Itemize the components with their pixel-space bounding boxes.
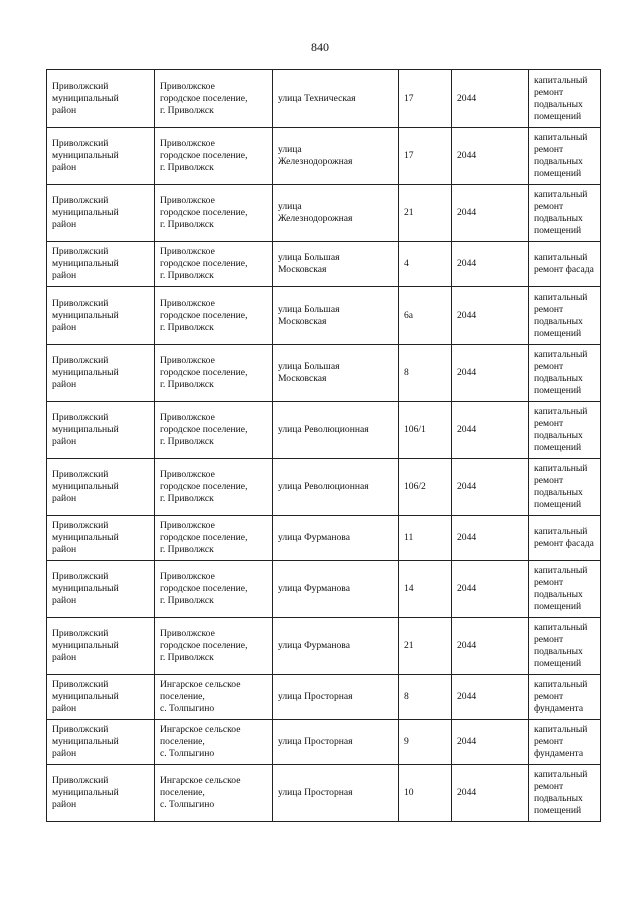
district-line: муниципальный <box>52 309 119 321</box>
repair-line: подвальных <box>534 646 583 657</box>
repair-line: капитальный <box>534 565 588 576</box>
street-line: улица Революционная <box>278 481 369 492</box>
district-line: муниципальный <box>52 691 119 702</box>
repair-line: помещений <box>534 805 582 816</box>
repair-type-cell <box>529 516 601 561</box>
settlement-line: городское поселение, <box>160 532 248 543</box>
district-line: район <box>52 799 77 810</box>
repair-line: капитальный <box>534 769 588 780</box>
settlement-line: Ингарское сельское <box>160 724 241 735</box>
repair-line: капитальный <box>534 724 588 735</box>
settlement-line: поселение, <box>160 691 205 702</box>
repair-line: помещений <box>534 225 582 236</box>
settlement-cell <box>155 720 273 765</box>
settlement-line: Приволжское <box>160 520 215 531</box>
settlement-line: г. Приволжск <box>160 436 214 447</box>
table-body <box>47 70 601 822</box>
repair-line: капитальный <box>534 526 588 537</box>
repair-line: ремонт <box>534 577 564 588</box>
settlement-line: Ингарское сельское <box>160 679 241 690</box>
district-cell <box>47 242 155 287</box>
district-line: Приволжский <box>52 724 109 735</box>
year-cell: 2044 <box>452 765 529 822</box>
year-cell: 2044 <box>452 70 529 128</box>
table-row <box>47 618 601 675</box>
repair-line: ремонт фасада <box>534 264 594 275</box>
table-row <box>47 459 601 516</box>
settlement-line: г. Приволжск <box>160 379 214 390</box>
year-cell: 2044 <box>452 185 529 242</box>
year-cell: 2044 <box>452 242 529 287</box>
repair-line: подвальных <box>534 156 583 167</box>
district-line: муниципальный <box>52 481 119 492</box>
district-line: муниципальный <box>52 92 119 104</box>
settlement-cell <box>155 128 273 185</box>
settlement-line: Приволжское <box>160 628 215 639</box>
street-line: улица <box>278 144 302 155</box>
settlement-line: Приволжское <box>160 297 215 309</box>
repair-type-cell <box>529 720 601 765</box>
settlement-line: г. Приволжск <box>160 219 214 230</box>
street-cell <box>273 618 399 675</box>
settlement-cell <box>155 675 273 720</box>
table-row <box>47 128 601 185</box>
street-line: улица Большая <box>278 361 340 372</box>
district-line: Приволжский <box>52 571 109 582</box>
year-cell: 2044 <box>452 618 529 675</box>
year-cell: 2044 <box>452 561 529 618</box>
repair-line: помещений <box>534 658 582 669</box>
housing-repair-table <box>46 69 601 822</box>
settlement-line: с. Толпыгино <box>160 748 215 759</box>
repair-line: помещений <box>534 110 582 122</box>
settlement-line: Ингарское сельское <box>160 775 241 786</box>
district-line: район <box>52 270 77 281</box>
district-line: муниципальный <box>52 736 119 747</box>
district-cell <box>47 720 155 765</box>
table-row <box>47 287 601 345</box>
repair-line: помещений <box>534 327 582 339</box>
settlement-line: с. Толпыгино <box>160 703 215 714</box>
house-number-cell: 17 <box>399 70 452 128</box>
street-line: улица Техническая <box>278 92 356 104</box>
street-cell <box>273 345 399 402</box>
repair-line: подвальных <box>534 793 583 804</box>
district-line: Приволжский <box>52 469 109 480</box>
district-line: Приволжский <box>52 297 109 309</box>
settlement-cell <box>155 70 273 128</box>
street-line: улица Просторная <box>278 691 353 702</box>
house-number-cell: 21 <box>399 185 452 242</box>
settlement-line: городское поселение, <box>160 150 248 161</box>
repair-type-cell <box>529 765 601 822</box>
district-line: район <box>52 436 77 447</box>
house-number-cell: 106/2 <box>399 459 452 516</box>
repair-line: помещений <box>534 385 582 396</box>
repair-line: подвальных <box>534 315 583 327</box>
year-cell: 2044 <box>452 459 529 516</box>
settlement-cell <box>155 516 273 561</box>
repair-line: ремонт <box>534 144 564 155</box>
house-number-cell: 14 <box>399 561 452 618</box>
repair-type-cell <box>529 402 601 459</box>
settlement-line: городское поселение, <box>160 367 248 378</box>
settlement-line: городское поселение, <box>160 424 248 435</box>
repair-line: помещений <box>534 499 582 510</box>
year-cell: 2044 <box>452 345 529 402</box>
district-cell <box>47 561 155 618</box>
table-row <box>47 402 601 459</box>
street-line: Железнодорожная <box>278 156 353 167</box>
district-line: Приволжский <box>52 246 109 257</box>
settlement-cell <box>155 561 273 618</box>
district-cell <box>47 185 155 242</box>
settlement-cell <box>155 242 273 287</box>
district-line: Приволжский <box>52 628 109 639</box>
settlement-line: Приволжское <box>160 355 215 366</box>
street-line: улица Фурманова <box>278 532 350 543</box>
repair-line: капитальный <box>534 189 588 200</box>
house-number-cell: 4 <box>399 242 452 287</box>
settlement-line: поселение, <box>160 736 205 747</box>
district-line: район <box>52 652 77 663</box>
repair-line: ремонт <box>534 418 564 429</box>
settlement-line: г. Приволжск <box>160 321 214 333</box>
settlement-line: г. Приволжск <box>160 652 214 663</box>
year-cell: 2044 <box>452 720 529 765</box>
repair-type-cell <box>529 70 601 128</box>
district-line: муниципальный <box>52 640 119 651</box>
repair-line: капитальный <box>534 463 588 474</box>
street-line: улица Просторная <box>278 736 353 747</box>
settlement-line: г. Приволжск <box>160 104 214 116</box>
street-line: улица Большая <box>278 252 340 263</box>
repair-line: капитальный <box>534 132 588 143</box>
repair-line: капитальный <box>534 622 588 633</box>
district-line: район <box>52 748 77 759</box>
district-line: муниципальный <box>52 150 119 161</box>
house-number-cell: 17 <box>399 128 452 185</box>
repair-line: капитальный <box>534 74 588 86</box>
repair-line: помещений <box>534 442 582 453</box>
repair-line: ремонт <box>534 201 564 212</box>
settlement-cell <box>155 185 273 242</box>
repair-type-cell <box>529 675 601 720</box>
district-line: муниципальный <box>52 207 119 218</box>
house-number-cell: 10 <box>399 765 452 822</box>
house-number-cell: 8 <box>399 345 452 402</box>
settlement-cell <box>155 402 273 459</box>
district-cell <box>47 675 155 720</box>
repair-line: капитальный <box>534 406 588 417</box>
settlement-line: городское поселение, <box>160 583 248 594</box>
table-row <box>47 516 601 561</box>
settlement-cell <box>155 287 273 345</box>
district-cell <box>47 287 155 345</box>
repair-line: подвальных <box>534 98 583 110</box>
district-line: район <box>52 595 77 606</box>
repair-line: подвальных <box>534 589 583 600</box>
street-line: улица Просторная <box>278 787 353 798</box>
settlement-line: Приволжское <box>160 80 215 92</box>
district-cell <box>47 516 155 561</box>
table-row <box>47 70 601 128</box>
repair-type-cell <box>529 287 601 345</box>
settlement-line: г. Приволжск <box>160 270 214 281</box>
street-cell <box>273 128 399 185</box>
repair-line: подвальных <box>534 373 583 384</box>
year-cell: 2044 <box>452 402 529 459</box>
street-cell <box>273 402 399 459</box>
district-line: Приволжский <box>52 80 109 92</box>
district-line: муниципальный <box>52 367 119 378</box>
house-number-cell: 9 <box>399 720 452 765</box>
settlement-line: городское поселение, <box>160 309 248 321</box>
repair-type-cell <box>529 128 601 185</box>
repair-type-cell <box>529 459 601 516</box>
street-line: улица Большая <box>278 303 340 315</box>
settlement-line: г. Приволжск <box>160 493 214 504</box>
year-cell: 2044 <box>452 287 529 345</box>
settlement-line: Приволжское <box>160 195 215 206</box>
street-line: улица Фурманова <box>278 583 350 594</box>
repair-line: ремонт <box>534 691 564 702</box>
repair-type-cell <box>529 618 601 675</box>
house-number-cell: 6а <box>399 287 452 345</box>
table-row <box>47 345 601 402</box>
house-number-cell: 8 <box>399 675 452 720</box>
repair-type-cell <box>529 185 601 242</box>
district-cell <box>47 765 155 822</box>
street-line: Московская <box>278 315 327 327</box>
district-line: район <box>52 162 77 173</box>
district-line: район <box>52 104 77 116</box>
house-number-cell: 21 <box>399 618 452 675</box>
settlement-cell <box>155 459 273 516</box>
street-cell <box>273 720 399 765</box>
repair-line: ремонт <box>534 303 564 315</box>
repair-line: капитальный <box>534 679 588 690</box>
table-row <box>47 185 601 242</box>
year-cell: 2044 <box>452 675 529 720</box>
repair-type-cell <box>529 242 601 287</box>
district-cell <box>47 459 155 516</box>
repair-line: ремонт <box>534 475 564 486</box>
street-line: Железнодорожная <box>278 213 353 224</box>
street-line: улица Революционная <box>278 424 369 435</box>
table-row <box>47 242 601 287</box>
district-cell <box>47 618 155 675</box>
street-cell <box>273 185 399 242</box>
repair-line: подвальных <box>534 430 583 441</box>
settlement-line: Приволжское <box>160 246 215 257</box>
district-line: район <box>52 493 77 504</box>
street-cell <box>273 765 399 822</box>
district-cell <box>47 345 155 402</box>
settlement-cell <box>155 765 273 822</box>
street-cell <box>273 287 399 345</box>
settlement-line: городское поселение, <box>160 481 248 492</box>
repair-line: помещений <box>534 168 582 179</box>
settlement-line: г. Приволжск <box>160 162 214 173</box>
district-line: муниципальный <box>52 424 119 435</box>
repair-line: ремонт <box>534 86 564 98</box>
repair-line: фундамента <box>534 703 584 714</box>
settlement-cell <box>155 618 273 675</box>
repair-line: капитальный <box>534 291 588 303</box>
district-line: район <box>52 379 77 390</box>
district-line: муниципальный <box>52 787 119 798</box>
district-line: район <box>52 703 77 714</box>
district-line: Приволжский <box>52 195 109 206</box>
street-cell <box>273 561 399 618</box>
house-number-cell: 11 <box>399 516 452 561</box>
district-line: Приволжский <box>52 679 109 690</box>
repair-line: ремонт фасада <box>534 538 594 549</box>
street-line: Московская <box>278 373 327 384</box>
repair-type-cell <box>529 561 601 618</box>
repair-line: ремонт <box>534 781 564 792</box>
table-row <box>47 675 601 720</box>
repair-line: ремонт <box>534 634 564 645</box>
street-cell <box>273 516 399 561</box>
settlement-line: г. Приволжск <box>160 595 214 606</box>
settlement-line: Приволжское <box>160 571 215 582</box>
table-row <box>47 720 601 765</box>
district-line: район <box>52 544 77 555</box>
repair-type-cell <box>529 345 601 402</box>
settlement-line: городское поселение, <box>160 92 248 104</box>
repair-line: капитальный <box>534 349 588 360</box>
settlement-line: г. Приволжск <box>160 544 214 555</box>
repair-line: подвальных <box>534 487 583 498</box>
district-line: район <box>52 219 77 230</box>
settlement-line: Приволжское <box>160 138 215 149</box>
district-line: Приволжский <box>52 775 109 786</box>
district-line: Приволжский <box>52 412 109 423</box>
settlement-line: с. Толпыгино <box>160 799 215 810</box>
district-line: муниципальный <box>52 532 119 543</box>
settlement-cell <box>155 345 273 402</box>
year-cell: 2044 <box>452 128 529 185</box>
district-line: муниципальный <box>52 583 119 594</box>
district-line: муниципальный <box>52 258 119 269</box>
page-number: 840 <box>311 40 329 54</box>
settlement-line: городское поселение, <box>160 207 248 218</box>
table-row <box>47 561 601 618</box>
settlement-line: городское поселение, <box>160 258 248 269</box>
district-line: район <box>52 321 77 333</box>
settlement-line: Приволжское <box>160 412 215 423</box>
settlement-line: поселение, <box>160 787 205 798</box>
street-cell <box>273 242 399 287</box>
repair-line: ремонт <box>534 361 564 372</box>
district-line: Приволжский <box>52 355 109 366</box>
street-line: Московская <box>278 264 327 275</box>
street-line: улица Фурманова <box>278 640 350 651</box>
street-cell <box>273 70 399 128</box>
settlement-line: Приволжское <box>160 469 215 480</box>
repair-line: ремонт <box>534 736 564 747</box>
district-line: Приволжский <box>52 520 109 531</box>
district-cell <box>47 70 155 128</box>
repair-line: фундамента <box>534 748 584 759</box>
repair-line: помещений <box>534 601 582 612</box>
repair-line: капитальный <box>534 252 588 263</box>
district-cell <box>47 128 155 185</box>
repair-line: подвальных <box>534 213 583 224</box>
street-line: улица <box>278 201 302 212</box>
year-cell: 2044 <box>452 516 529 561</box>
district-cell <box>47 402 155 459</box>
house-number-cell: 106/1 <box>399 402 452 459</box>
district-line: Приволжский <box>52 138 109 149</box>
table-row <box>47 765 601 822</box>
settlement-line: городское поселение, <box>160 640 248 651</box>
street-cell <box>273 459 399 516</box>
street-cell <box>273 675 399 720</box>
